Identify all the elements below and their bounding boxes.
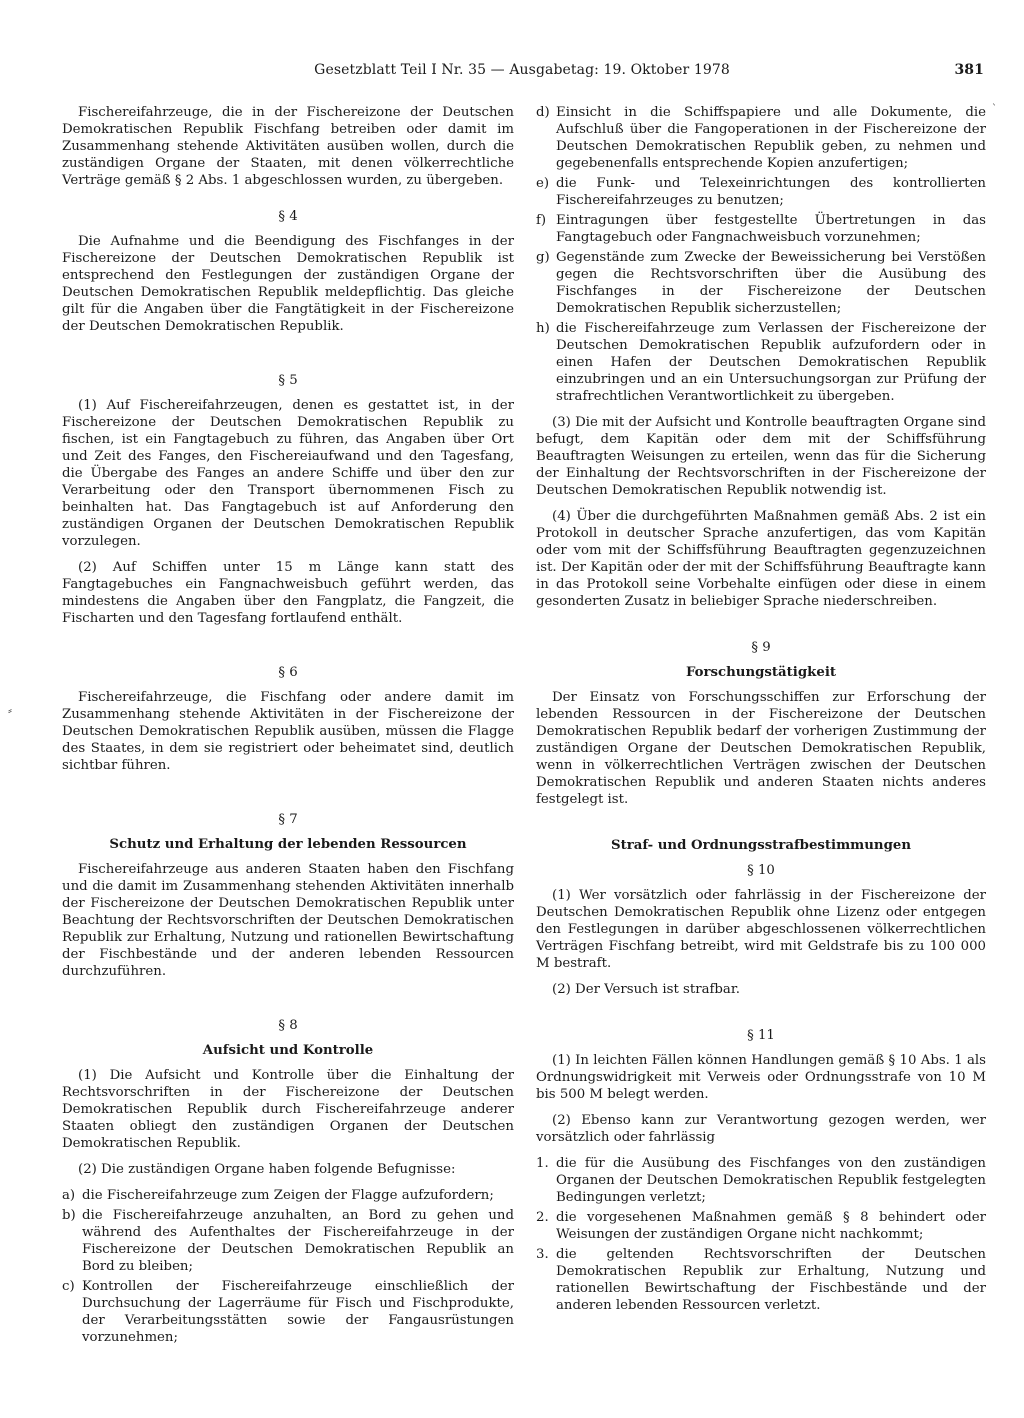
section-4-heading: § 4 <box>278 209 298 224</box>
section-7-text: Fischereifahrzeuge aus anderen Staaten haben den Fischfang und die damit im Zusammenhang stehenden Aktivitäten innerhalb der Fischereizone der Deutschen Demokratischen Republik unter Beachtung der Rechtsvorschriften der Deutschen Demokratischen Republik zur Erhaltung, Nutzung und rationellen Bewirtschaftung der Fischbestände und der anderen lebenden Ressourcen durchzuführen. <box>62 862 514 979</box>
penal-provisions-title: Straf- und Ordnungsstrafbestimmungen <box>611 838 911 853</box>
list-item-text: Kontrollen der Fischereifahrzeuge einschließlich der Durchsuchung der Lagerräume für Fisch und Fischprodukte, der Verarbeitungsstätten sowie der Fangausrüstungen vorzunehmen; <box>82 1279 514 1345</box>
intro-paragraph: Fischereifahrzeuge, die in der Fischereizone der Deutschen Demokratischen Republik Fischfang betreiben oder damit im Zusammenhang stehende Aktivitäten ausüben wollen, durch die zuständigen Organe der Staaten, mit denen völkerrechtliche Verträge gemäß § 2 Abs. 1 abgeschlossen wurden, zu übergeben. <box>62 105 514 188</box>
page-number: 381 <box>954 62 984 78</box>
list-item-label: g) <box>536 250 550 265</box>
section-11-paragraph-1: (1) In leichten Fällen können Handlungen gemäß § 10 Abs. 1 als Ordnungswidrigkeit mit Verweis oder Ordnungsstrafe von 10 M bis 500 M belegt werden. <box>536 1053 986 1102</box>
list-item <box>62 1207 514 1275</box>
section-5-heading: § 5 <box>278 373 298 388</box>
section-8-heading: § 8 <box>278 1018 298 1033</box>
list-item-label: 1. <box>536 1156 549 1171</box>
list-item-label: 2. <box>536 1210 549 1225</box>
list-item <box>536 1246 986 1314</box>
section-8-title: Aufsicht und Kontrolle <box>202 1043 374 1058</box>
section-11-heading: § 11 <box>747 1028 775 1043</box>
list-item-label: 3. <box>536 1247 549 1262</box>
section-10-heading: § 10 <box>747 863 775 878</box>
page-header <box>60 62 984 84</box>
section-11-paragraph-2: (2) Ebenso kann zur Verantwortung gezogen werden, wer vorsätzlich oder fahrlässig <box>536 1113 986 1145</box>
list-item <box>536 104 986 172</box>
section-8-paragraph-1: (1) Die Aufsicht und Kontrolle über die Einhaltung der Rechtsvorschriften in der Fischereizone der Deutschen Demokratischen Republik durch Fischereifahrzeuge anderer Staaten obliegt den zuständigen Organen der Deutschen Demokratischen Republik. <box>62 1068 514 1151</box>
section-7-title: Schutz und Erhaltung der lebenden Ressourcen <box>109 837 467 852</box>
list-item-label: b) <box>62 1208 76 1223</box>
right-column <box>536 104 986 1317</box>
list-item-label: a) <box>62 1188 76 1203</box>
section-6-text: Fischereifahrzeuge, die Fischfang oder andere damit im Zusammenhang stehende Aktivitäten in der Fischereizone der Deutschen Demokratischen Republik ausüben, müssen die Flagge des Staates, in dem sie registriert oder beheimatet sind, deutlich sichtbar führen. <box>62 690 514 773</box>
section-10-paragraph-1: (1) Wer vorsätzlich oder fahrlässig in der Fischereizone der Deutschen Demokratischen Republik ohne Lizenz oder entgegen den Festlegungen in darüber abgeschlossenen völkerrechtlichen Verträgen Fischfang betreibt, wird mit Geldstrafe bis zu 100 000 M bestraft. <box>536 888 986 971</box>
list-item-text: Eintragungen über festgestellte Übertretungen in das Fangtagebuch oder Fangnachweisbuch vorzunehmen; <box>556 213 986 245</box>
list-item <box>536 320 986 405</box>
section-9-title: Forschungstätigkeit <box>685 665 837 680</box>
list-item-text: Gegenstände zum Zwecke der Beweissicherung bei Verstößen gegen die Rechtsvorschriften über die Ausübung des Fischfanges in der Fischereizone der Deutschen Demokratischen Republik sicherzustellen; <box>556 250 986 316</box>
section-8-paragraph-2: (2) Die zuständigen Organe haben folgende Befugnisse: <box>78 1162 456 1177</box>
list-item <box>536 249 986 317</box>
list-item-text: die Fischereifahrzeuge zum Verlassen der Fischereizone der Deutschen Demokratischen Republik aufzufordern oder in einen Hafen der Deutschen Demokratischen Republik einzubringen und an ein Untersuchungsorgan zur Prüfung der strafrechtlichen Verantwortlichkeit zu übergeben. <box>556 321 986 404</box>
list-item-label: e) <box>536 176 550 191</box>
list-item-text: die Fischereifahrzeuge zum Zeigen der Flagge aufzufordern; <box>82 1188 494 1203</box>
list-item-text: die vorgesehenen Maßnahmen gemäß § 8 behindert oder Weisungen der zuständigen Organe nicht nachkommt; <box>556 1210 986 1242</box>
section-4-text: Die Aufnahme und die Beendigung des Fischfanges in der Fischereizone der Deutschen Demokratischen Republik ist entsprechend den Festlegungen der zuständigen Organe der Deutschen Demokratischen Republik meldepflichtig. Das gleiche gilt für die Angaben über die Fangtätigkeit in der Fischereizone der Deutschen Demokratischen Republik. <box>62 234 514 334</box>
list-item-text: die Fischereifahrzeuge anzuhalten, an Bord zu gehen und während des Aufenthaltes der Fischereifahrzeuge in der Fischereizone der Deutschen Demokratischen Republik an Bord zu bleiben; <box>82 1208 514 1274</box>
list-item-text: die für die Ausübung des Fischfanges von den zuständigen Organen der Deutschen Demokratischen Republik festgelegten Bedingungen verletzt; <box>556 1156 986 1205</box>
section-6-heading: § 6 <box>278 665 298 680</box>
section-9-text: Der Einsatz von Forschungsschiffen zur Erforschung der lebenden Ressourcen in der Fischereizone der Deutschen Demokratischen Republik bedarf der vorherigen Zustimmung der zuständigen Organe der Deutschen Demokratischen Republik, wenn in völkerrechtlichen Verträgen zwischen der Deutschen Demokratischen Republik und anderen Staaten nichts anderes festgelegt ist. <box>536 690 986 807</box>
section-7-heading: § 7 <box>278 812 298 827</box>
list-item <box>536 1209 986 1243</box>
margin-mark-icon: ⸗ <box>8 703 12 717</box>
margin-tick-icon: ˋ <box>992 104 997 115</box>
section-10-paragraph-2: (2) Der Versuch ist strafbar. <box>552 982 740 997</box>
header-title: Gesetzblatt Teil I Nr. 35 — Ausgabetag: 19. Oktober 1978 <box>314 62 730 78</box>
list-item-label: f) <box>536 213 547 228</box>
section-5-paragraph-1: (1) Auf Fischereifahrzeugen, denen es gestattet ist, in der Fischereizone der Deutschen Demokratischen Republik zu fischen, ist ein Fangtagebuch zu führen, das Angaben über Ort und Zeit des Fanges, den Fischereiaufwand und den Tagesfang, die Übergabe des Fanges an andere Schiffe und über den zur Verarbeitung oder den Transport übernommenen Fisch zu beinhalten hat. Das Fangtagebuch ist auf Anforderung den zuständigen Organen der Deutschen Demokratischen Republik vorzulegen. <box>62 398 514 549</box>
section-8-paragraph-4: (4) Über die durchgeführten Maßnahmen gemäß Abs. 2 ist ein Protokoll in deutscher Sprache anzufertigen, das vom Kapitän oder vom mit der Schiffsführung Beauftragten gegenzuzeichnen ist. Der Kapitän oder der mit der Schiffsführung Beauftragte kann in das Protokoll seine Vorbehalte einfügen oder diese in einem gesonderten Zusatz in beliebiger Sprache niederschreiben. <box>536 509 986 609</box>
list-item-text: Einsicht in die Schiffspapiere und alle Dokumente, die Aufschluß über die Fangoperationen in der Fischereizone der Deutschen Demokratischen Republik geben, zu nehmen und gegebenenfalls entsprechende Kopien anzufertigen; <box>556 105 986 171</box>
list-item <box>62 1187 514 1204</box>
list-item-text: die Funk- und Telexeinrichtungen des kontrollierten Fischereifahrzeuges zu benutzen; <box>556 176 986 208</box>
list-item <box>536 212 986 246</box>
section-9-heading: § 9 <box>751 640 771 655</box>
list-item <box>62 1278 514 1346</box>
list-item-text: die geltenden Rechtsvorschriften der Deutschen Demokratischen Republik zur Erhaltung, Nutzung und rationellen Bewirtschaftung der Fischbestände und der anderen lebenden Ressourcen verletzt. <box>556 1247 986 1313</box>
list-item-label: d) <box>536 105 550 120</box>
list-item <box>536 1155 986 1206</box>
list-item-label: c) <box>62 1279 75 1294</box>
list-item-label: h) <box>536 321 550 336</box>
section-5-paragraph-2: (2) Auf Schiffen unter 15 m Länge kann statt des Fangtagebuches ein Fangnachweisbuch geführt werden, das mindestens die Angaben über den Fangplatz, die Fangzeit, die Fischarten und den Tagesfang fortlaufend enthält. <box>62 560 514 626</box>
list-item <box>536 175 986 209</box>
left-column <box>62 104 514 1349</box>
section-8-paragraph-3: (3) Die mit der Aufsicht und Kontrolle beauftragten Organe sind befugt, dem Kapitän oder dem mit der Schiffsführung Beauftragten Weisungen zu erteilen, wenn das für die Sicherung der Einhaltung der Rechtsvorschriften in der Fischereizone der Deutschen Demokratischen Republik notwendig ist. <box>536 415 986 498</box>
